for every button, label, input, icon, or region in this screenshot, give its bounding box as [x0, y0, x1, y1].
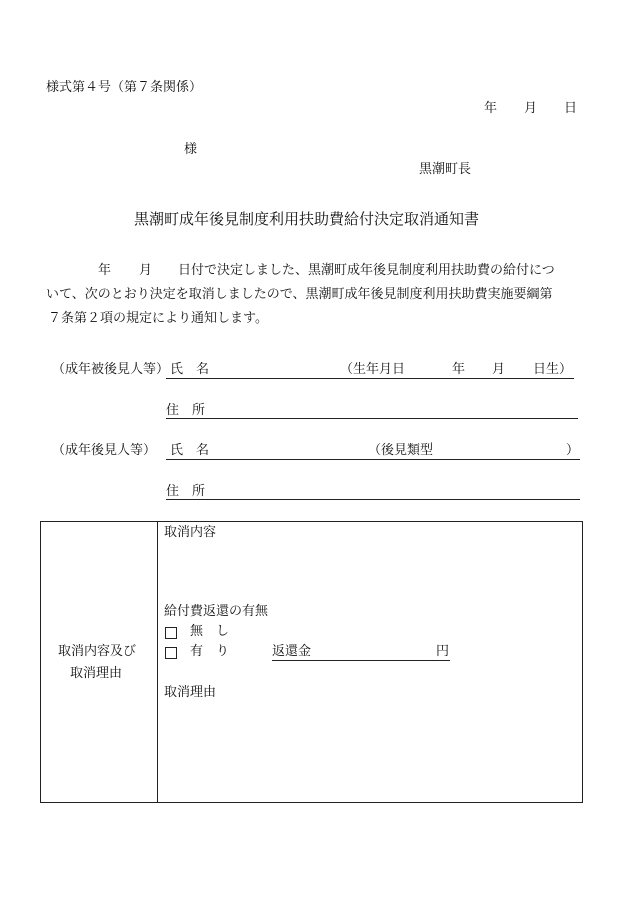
ward-birth-label: （生年月日 — [340, 362, 406, 377]
document-title: 黒潮町成年後見制度利用扶助費給付決定取消通知書 — [134, 210, 480, 228]
table-left-label-line1: 取消内容及び — [58, 644, 137, 659]
date-year-label: 年 — [484, 101, 498, 116]
checkbox-yes[interactable] — [165, 647, 177, 659]
guardian-address-underline — [166, 499, 580, 500]
table-divider — [157, 521, 158, 803]
ward-address-underline — [166, 418, 578, 419]
cancellation-table — [40, 521, 583, 803]
refund-underline — [272, 660, 450, 661]
ward-name-label: 氏 名 — [170, 362, 210, 377]
ward-section-label: （成年被後見人等） — [52, 362, 170, 377]
guardian-name-label: 氏 名 — [170, 443, 210, 458]
date-day-label: 日 — [564, 101, 578, 116]
body-line3: ７条第２項の規定により通知します。 — [48, 311, 268, 326]
refund-unit: 円 — [436, 644, 450, 659]
sender-name: 黒潮町長 — [419, 162, 472, 177]
body-line2: いて、次のとおり決定を取消しましたので、黒潮町成年後見制度利用扶助費実施要綱第 — [46, 287, 553, 302]
content-heading: 取消内容 — [164, 525, 217, 540]
body-paragraph — [46, 259, 591, 331]
option-none-label: 無 し — [190, 624, 230, 639]
body-year: 年 — [98, 263, 112, 278]
form-number: 様式第４号（第７条関係） — [46, 80, 203, 95]
guardian-name-underline — [166, 459, 580, 460]
body-month: 月 — [139, 263, 153, 278]
body-line1: 日付で決定しました、黒潮町成年後見制度利用扶助費の給付につ — [178, 263, 555, 278]
guardian-section-label: （成年後見人等） — [52, 443, 157, 458]
ward-address-label: 住 所 — [166, 403, 206, 418]
date-month-label: 月 — [524, 101, 538, 116]
option-yes-label: 有 り — [190, 644, 230, 659]
guardian-type-label: （後見類型 — [368, 443, 434, 458]
ward-birth-month: 月 — [492, 362, 506, 377]
table-left-label-line2: 取消理由 — [70, 666, 123, 681]
ward-name-underline — [166, 378, 574, 379]
refund-heading: 給付費返還の有無 — [164, 604, 269, 619]
guardian-type-close: ） — [566, 443, 580, 458]
addressee-honorific: 様 — [184, 142, 198, 157]
checkbox-none[interactable] — [165, 627, 177, 639]
reason-heading: 取消理由 — [164, 685, 217, 700]
ward-birth-day: 日生） — [533, 362, 573, 377]
refund-label: 返還金 — [272, 644, 312, 659]
ward-birth-year: 年 — [452, 362, 466, 377]
guardian-address-label: 住 所 — [166, 484, 206, 499]
